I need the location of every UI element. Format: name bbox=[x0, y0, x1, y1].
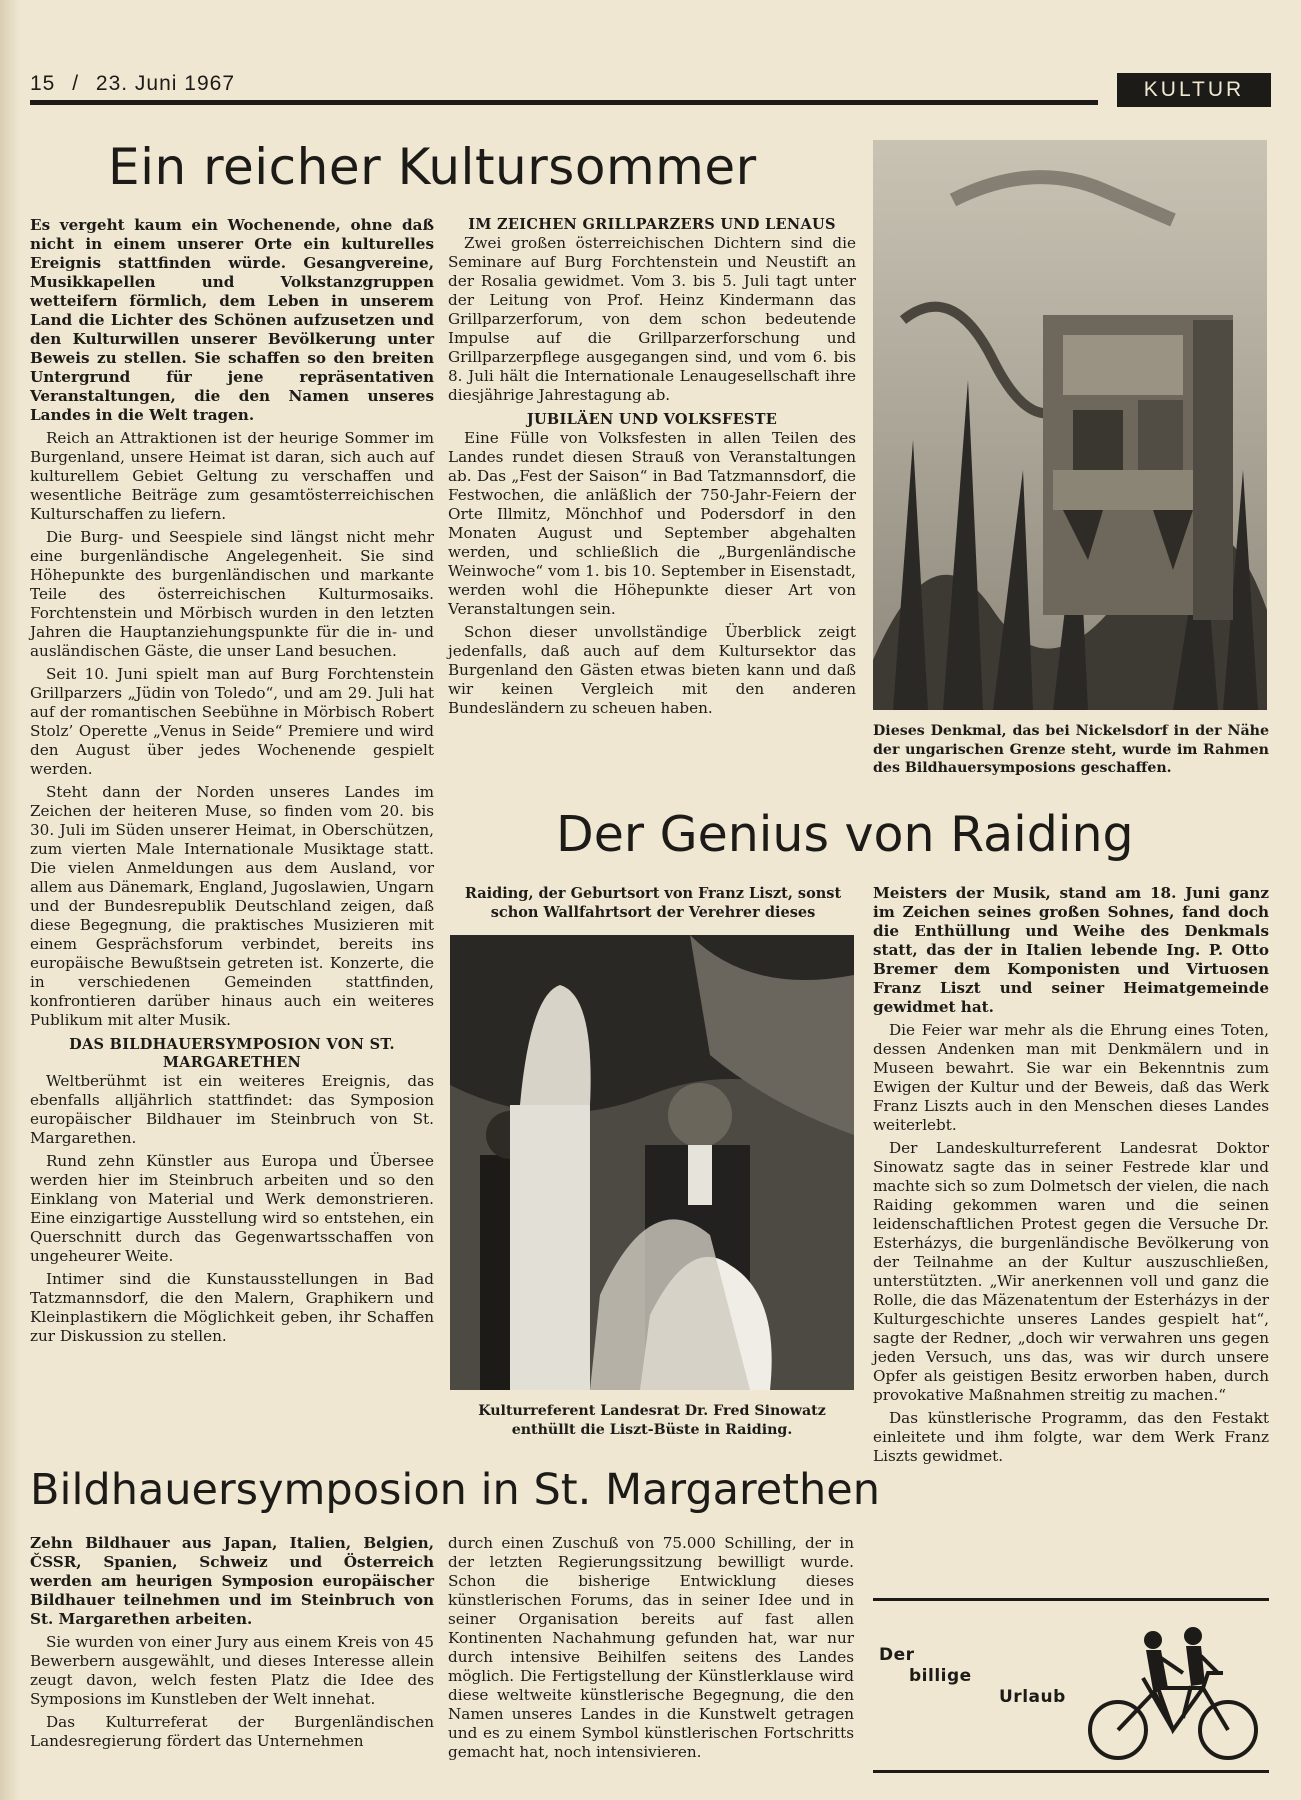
article3-paragraph: Das Kulturreferat der Burgenländischen Landesregierung fördert das Unternehmen bbox=[30, 1713, 434, 1750]
bicycle-couple-icon bbox=[1083, 1618, 1263, 1768]
page-number: 15 bbox=[30, 72, 56, 95]
article1-paragraph: Intimer sind die Kunstausstellungen in Bad Tatzmannsdorf, die den Malern, Graphikern und Kleinplastikern die Möglichkeit geben, ihr Schaffen zur Diskussion zu stellen. bbox=[30, 1270, 434, 1345]
article2-paragraph: Das künstlerische Programm, das den Festakt einleitete und ihm folgte, war dem Werk Franz Liszts gewidmet. bbox=[873, 1409, 1269, 1465]
monument-photo-graphic bbox=[873, 140, 1267, 710]
article1-paragraph: Steht dann der Norden unseres Landes im Zeichen der heiteren Muse, so finden vom 20. bis 30. Juli im Süden unserer Heimat, in Oberschützen, zum vierten Male Internationale Musiktage statt. Die vielen Anmeldungen aus dem Ausland, vor allem aus Dänemark, England, Jugoslawien, Ungarn und der Bundesrepublik Deutschland zeigen, daß diese Begegnung, die praktisches Musizieren mit einem Gesprächsforum verbindet, bereits ins europäische Bewußtsein getreten ist. Konzerte, die in verschiedenen Gemeinden stattfinden, konfrontieren darüber hinaus auch ein weiteres Publikum mit alter Musik. bbox=[30, 783, 434, 1029]
article3-lead: Zehn Bildhauer aus Japan, Italien, Belgien, ČSSR, Spanien, Schweiz und Österreich werden am heurigen Symposion europäischer Bildhauer teilnehmen und im Steinbruch von St. Margarethen arbeiten. bbox=[30, 1534, 434, 1628]
photo-monument-caption: Dieses Denkmal, das bei Nickelsdorf in der Nähe der ungarischen Grenze steht, wurde im Rahmen des Bildhauersymposions geschaffen. bbox=[873, 723, 1269, 776]
article3-paragraph: Sie wurden von einer Jury aus einem Kreis von 45 Bewerbern ausgewählt, und dieses Interesse allein zeugt davon, welch festen Platz die Idee des Symposions im Kunstleben der Welt innehat. bbox=[30, 1633, 434, 1708]
issue-date: 23. Juni 1967 bbox=[95, 72, 235, 95]
article1-subheading-symposion: DAS BILDHAUERSYMPOSION VON ST. MARGARETHEN bbox=[69, 1036, 395, 1071]
ad-billiger-urlaub bbox=[873, 1610, 1269, 1770]
article1-paragraph: Zwei großen österreichischen Dichtern sind die Seminare auf Burg Forchtenstein und Neustift an der Rosalia gewidmet. Vom 3. bis 5. Juli tagt unter der Leitung von Prof. Heinz Kindermann das Grillparzerforum, von dem schon bedeutende Impulse auf die Grillparzerforschung und Grillparzerpflege ausgegangen sind, und vom 6. bis 8. Juli hält die Internationale Lenaugesellschaft ihre diesjährige Jahrestagung ab. bbox=[448, 234, 856, 404]
photo-liszt-caption: Kulturreferent Landesrat Dr. Fred Sinowatz enthüllt die Liszt-Büste in Raiding. bbox=[478, 1403, 826, 1438]
ad-line: billige bbox=[909, 1666, 972, 1686]
ad-text bbox=[879, 1645, 1066, 1708]
article1-column-left bbox=[30, 216, 434, 1350]
photo-monument-nickelsdorf bbox=[873, 140, 1267, 710]
article2-column-right bbox=[873, 884, 1269, 1470]
article1-headline: Ein reicher Kultursommer bbox=[108, 138, 757, 196]
article3-headline: Bildhauersymposion in St. Margarethen bbox=[30, 1465, 880, 1515]
ad-bottom-rule bbox=[873, 1770, 1269, 1773]
article1-paragraph: Schon dieser unvollständige Überblick zeigt jedenfalls, daß auch auf dem Kultursektor das Burgenland den Gästen etwas bieten kann und daß wir keinen Vergleich mit den anderen Bundesländern zu scheuen haben. bbox=[448, 623, 856, 717]
header-separator: / bbox=[72, 72, 80, 95]
article1-paragraph: Weltberühmt ist ein weiteres Ereignis, das ebenfalls alljährlich stattfindet: das Symposion europäischer Bildhauer im Steinbruch von St. Margarethen. bbox=[30, 1072, 434, 1147]
article3-paragraph: durch einen Zuschuß von 75.000 Schilling, der in der letzten Regierungssitzung bewilligt wurde. Schon die bisherige Entwicklung dieses künstlerischen Forums, das in seiner Idee und in seiner Organisation bereits auf fast allen Kontinenten Nachahmung gefunden hat, war nur durch intensive Beihilfen seitens des Landes möglich. Die Fertigstellung der Künstlerklause wird diese weltweite künstlerische Begegnung, die den Namen unseres Landes in die Kunstwelt getragen und es zu einem Symbol künstlerischen Fortschritts gemacht hat, noch intensivieren. bbox=[448, 1534, 854, 1761]
article2-lead-part2: Meisters der Musik, stand am 18. Juni ganz im Zeichen seines großen Sohnes, fand doch die Enthüllung und Weihe des Denkmals statt, das der in Italien lebende Ing. P. Otto Bremer dem Komponisten und Virtuosen Franz Liszt und seiner Heimatgemeinde gewidmet hat. bbox=[873, 884, 1269, 1016]
article1-paragraph: Reich an Attraktionen ist der heurige Sommer im Burgenland, unsere Heimat ist daran, sich auch auf kulturellem Gebiet Geltung zu verschaffen und wesentliche Beiträge zum gesamtösterreichischen Kulturschaffen zu liefern. bbox=[30, 429, 434, 523]
header-rule bbox=[30, 100, 1098, 105]
page-binding-edge bbox=[0, 0, 20, 1800]
article1-lead: Es vergeht kaum ein Wochenende, ohne daß nicht in einem unserer Orte ein kulturelles Ereignis stattfinden würde. Gesangvereine, Musikkapellen und Volkstanzgruppen wetteifern förmlich, dem Leben in unserem Land die Lichter des Schönen aufzusetzen und den Kulturwillen unserer Bevölkerung unter Beweis zu stellen. Sie schaffen so den breiten Untergrund für jene repräsentativen Veranstaltungen, die den Namen unseres Landes in die Welt tragen. bbox=[30, 216, 434, 424]
ad-line: Urlaub bbox=[999, 1687, 1066, 1707]
article2-headline: Der Genius von Raiding bbox=[556, 806, 1134, 863]
article2-paragraph: Die Feier war mehr als die Ehrung eines Toten, dessen Andenken man mit Denkmälern und in Museen bewahrt. Sie war ein Bekenntnis zum Ewigen der Kultur und der Beweis, daß das Werk Franz Liszts auch in den Menschen dieses Landes weiterlebt. bbox=[873, 1021, 1269, 1134]
article1-paragraph: Seit 10. Juni spielt man auf Burg Forchtenstein Grillparzers „Jüdin von Toledo“, und am 29. Juli hat auf der romantischen Seebühne in Mörbisch Robert Stolz’ Operette „Venus in Seide“ Premiere und wird den August über jedes Wochenende gespielt werden. bbox=[30, 665, 434, 778]
article3-column-left bbox=[30, 1534, 434, 1755]
ad-top-rule bbox=[873, 1598, 1269, 1601]
liszt-photo-graphic bbox=[450, 935, 854, 1390]
article2-lead-left bbox=[450, 884, 856, 926]
photo-liszt-bust-unveiling bbox=[450, 935, 854, 1390]
article1-paragraph: Eine Fülle von Volksfesten in allen Teilen des Landes rundet diesen Strauß von Veranstaltungen ab. Das „Fest der Saison“ in Bad Tatzmannsdorf, die Festwochen, die anläßlich der 750-Jahr-Feiern der Orte Illmitz, Mönchhof und Podersdorf in den Monaten August und September abgehalten werden, und schließlich die „Burgenländische Weinwoche“ vom 1. bis 10. September in Eisenstadt, werden wohl die Höhepunkte dieser Art von Veranstaltungen sein. bbox=[448, 429, 856, 618]
article2-paragraph: Der Landeskulturreferent Landesrat Doktor Sinowatz sagte das in seiner Festrede klar und machte sich so zum Dolmetsch der vielen, die nach Raiding gekommen waren und die seinen leidenschaftlichen Protest gegen die Versuche Dr. Esterházys, die burgenländische Bevölkerung von der Teilnahme an der Kultur auszuschließen, unterstützten. „Wir anerkennen voll und ganz die Rolle, die das Mäzenatentum der Esterházys in der Kulturgeschichte unseres Landes gespielt hat“, sagte der Redner, „doch wir verwahren uns gegen jeden Versuch, uns das, was wir durch unsere Opfer als geistigen Besitz erworben haben, durch provokative Maßnahmen streitig zu machen.“ bbox=[873, 1139, 1269, 1404]
article2-lead-part1: Raiding, der Geburtsort von Franz Liszt, sonst schon Wallfahrtsort der Verehrer dieses bbox=[464, 885, 842, 921]
section-label: KULTUR bbox=[1117, 73, 1271, 107]
article1-subheading-grillparzer: IM ZEICHEN GRILLPARZERS UND LENAUS bbox=[468, 216, 836, 233]
article1-subheading-volksfeste: JUBILÄEN UND VOLKSFESTE bbox=[526, 411, 778, 428]
article1-column-right bbox=[448, 216, 856, 722]
ad-line: Der bbox=[879, 1645, 915, 1665]
article1-paragraph: Die Burg- und Seespiele sind längst nicht mehr eine burgenländische Angelegenheit. Sie sind Höhepunkte des burgenländischen und markante Teile des österreichischen Kulturmosaiks. Forchtenstein und Mörbisch wurden in den letzten Jahren die Hauptanziehungspunkte für die in- und ausländischen Gäste, die unser Land besuchen. bbox=[30, 528, 434, 660]
page-header bbox=[30, 72, 235, 96]
article3-column-right bbox=[448, 1534, 854, 1766]
article1-paragraph: Rund zehn Künstler aus Europa und Übersee werden hier im Steinbruch arbeiten und so den Einklang von Material und Werk demonstrieren. Eine einzigartige Ausstellung wird so entstehen, ein Querschnitt durch das Gegenwartsschaffen von ungeheurer Weite. bbox=[30, 1152, 434, 1265]
